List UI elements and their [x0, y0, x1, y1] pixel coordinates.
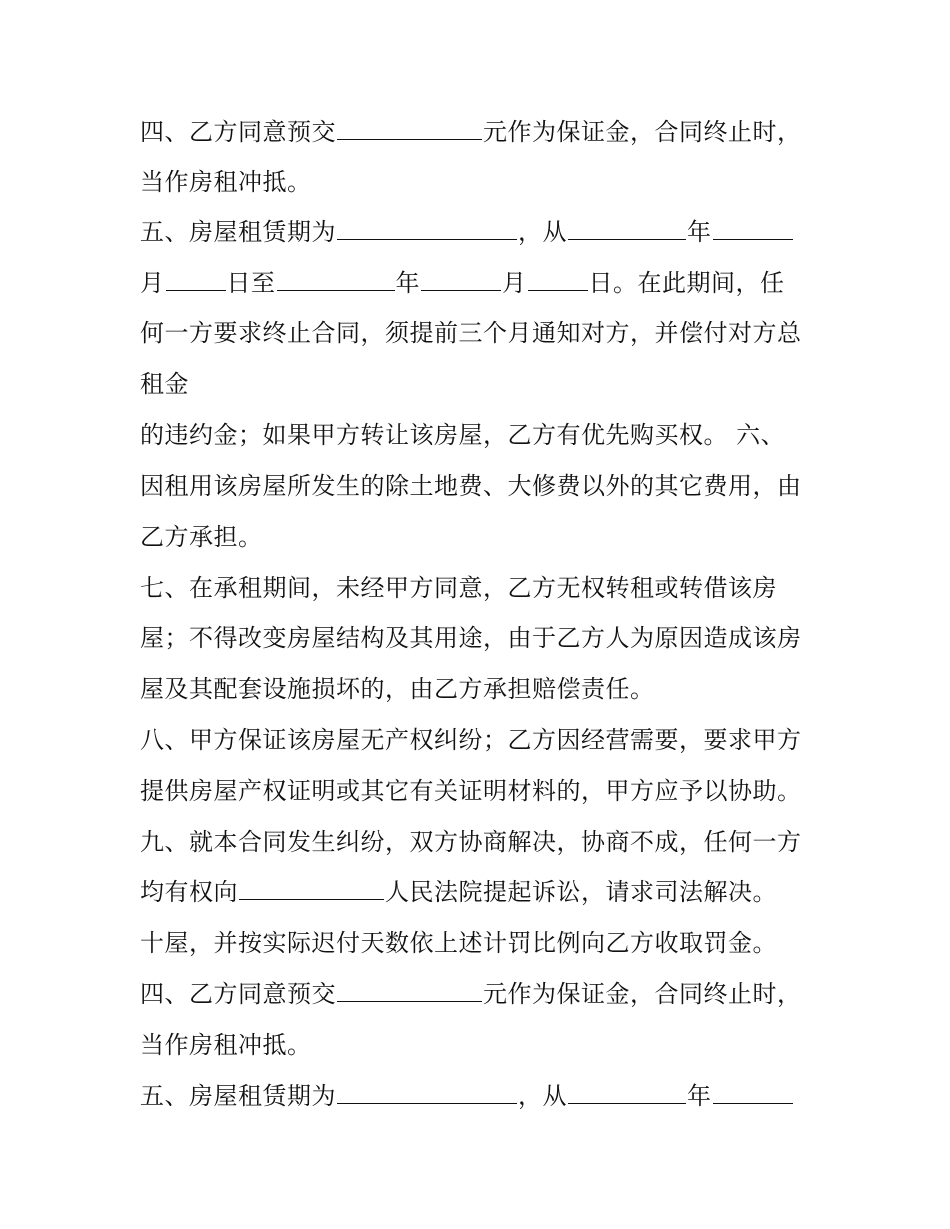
start-year-blank	[568, 217, 686, 240]
text-run: 年	[687, 1082, 712, 1110]
end-month-blank	[421, 268, 501, 291]
clause-7-line-2	[140, 623, 802, 653]
start-month-blank	[713, 217, 793, 240]
clause-4-line-2	[140, 167, 312, 197]
text-run: 租金	[140, 370, 189, 398]
text-run: 当作房租冲抵。	[140, 1031, 312, 1059]
clause-5-line-2	[140, 268, 785, 298]
text-run: 九、就本合同发生纠纷，双方协商解决，协商不成，任何一方	[140, 828, 802, 856]
clause-9-line-2	[140, 877, 777, 907]
clause-5-line-3	[140, 318, 802, 348]
clause-6-line-2	[140, 522, 263, 552]
text-run: ，从	[518, 218, 567, 246]
end-day-blank	[528, 268, 588, 291]
text-run: ，从	[518, 1082, 567, 1110]
text-run: 日。在此期间，任	[588, 269, 785, 297]
text-run: 当作房租冲抵。	[140, 168, 312, 196]
clause-5-line-4	[140, 369, 189, 399]
start-year-blank	[568, 1081, 686, 1104]
clause-4-repeat-line-2	[140, 1030, 312, 1060]
deposit-amount-blank	[337, 117, 482, 140]
clause-7-line-3	[140, 674, 655, 704]
clause-4-repeat-line-1	[140, 979, 802, 1009]
deposit-amount-blank	[337, 979, 482, 1002]
text-run: 年	[395, 269, 420, 297]
text-run: 七、在承租期间，未经甲方同意，乙方无权转租或转借该房	[140, 574, 777, 602]
lease-term-blank	[337, 217, 517, 240]
text-run: 月	[502, 269, 527, 297]
text-run: 年	[687, 218, 712, 246]
text-run: 因租用该房屋所发生的除土地费、大修费以外的其它费用，由	[140, 472, 802, 500]
start-month-blank	[713, 1081, 793, 1104]
clause-7-line-1	[140, 573, 777, 603]
text-run: 四、乙方同意预交	[140, 118, 336, 146]
text-run: 八、甲方保证该房屋无产权纠纷；乙方因经营需要，要求甲方	[140, 726, 802, 754]
clause-10-line-1	[140, 928, 777, 958]
text-run: 均有权向	[140, 878, 238, 906]
lease-term-blank	[337, 1081, 517, 1104]
clause-4-line-1	[140, 117, 802, 147]
clause-5-repeat-line-1	[140, 1081, 794, 1111]
text-run: 提供房屋产权证明或其它有关证明材料的，甲方应予以协助。	[140, 777, 802, 805]
text-run: 日至	[226, 269, 276, 297]
text-run: 五、房屋租赁期为	[140, 1082, 336, 1110]
clause-8-line-2	[140, 776, 802, 806]
clause-9-line-1	[140, 827, 802, 857]
end-year-blank	[277, 268, 395, 291]
text-run: 人民法院提起诉讼，请求司法解决。	[385, 878, 777, 906]
court-name-blank	[239, 877, 384, 900]
text-run: 屋及其配套设施损坏的，由乙方承担赔偿责任。	[140, 675, 655, 703]
text-run: 元作为保证金，合同终止时，	[483, 980, 802, 1008]
text-run: 何一方要求终止合同，须提前三个月通知对方，并偿付对方总	[140, 319, 802, 347]
clause-6-line-1	[140, 471, 802, 501]
text-run: 元作为保证金，合同终止时，	[483, 118, 802, 146]
start-day-blank	[166, 268, 226, 291]
text-run: 乙方承担。	[140, 523, 263, 551]
clause-5-line-5	[140, 420, 785, 450]
text-run: 月	[140, 269, 165, 297]
clause-5-line-1	[140, 217, 794, 247]
text-run: 的违约金；如果甲方转让该房屋，乙方有优先购买权。 六、	[140, 421, 786, 449]
text-run: 十屋，并按实际迟付天数依上述计罚比例向乙方收取罚金。	[140, 929, 777, 957]
clause-8-line-1	[140, 725, 802, 755]
text-run: 四、乙方同意预交	[140, 980, 336, 1008]
text-run: 屋；不得改变房屋结构及其用途，由于乙方人为原因造成该房	[140, 624, 802, 652]
text-run: 五、房屋租赁期为	[140, 218, 336, 246]
